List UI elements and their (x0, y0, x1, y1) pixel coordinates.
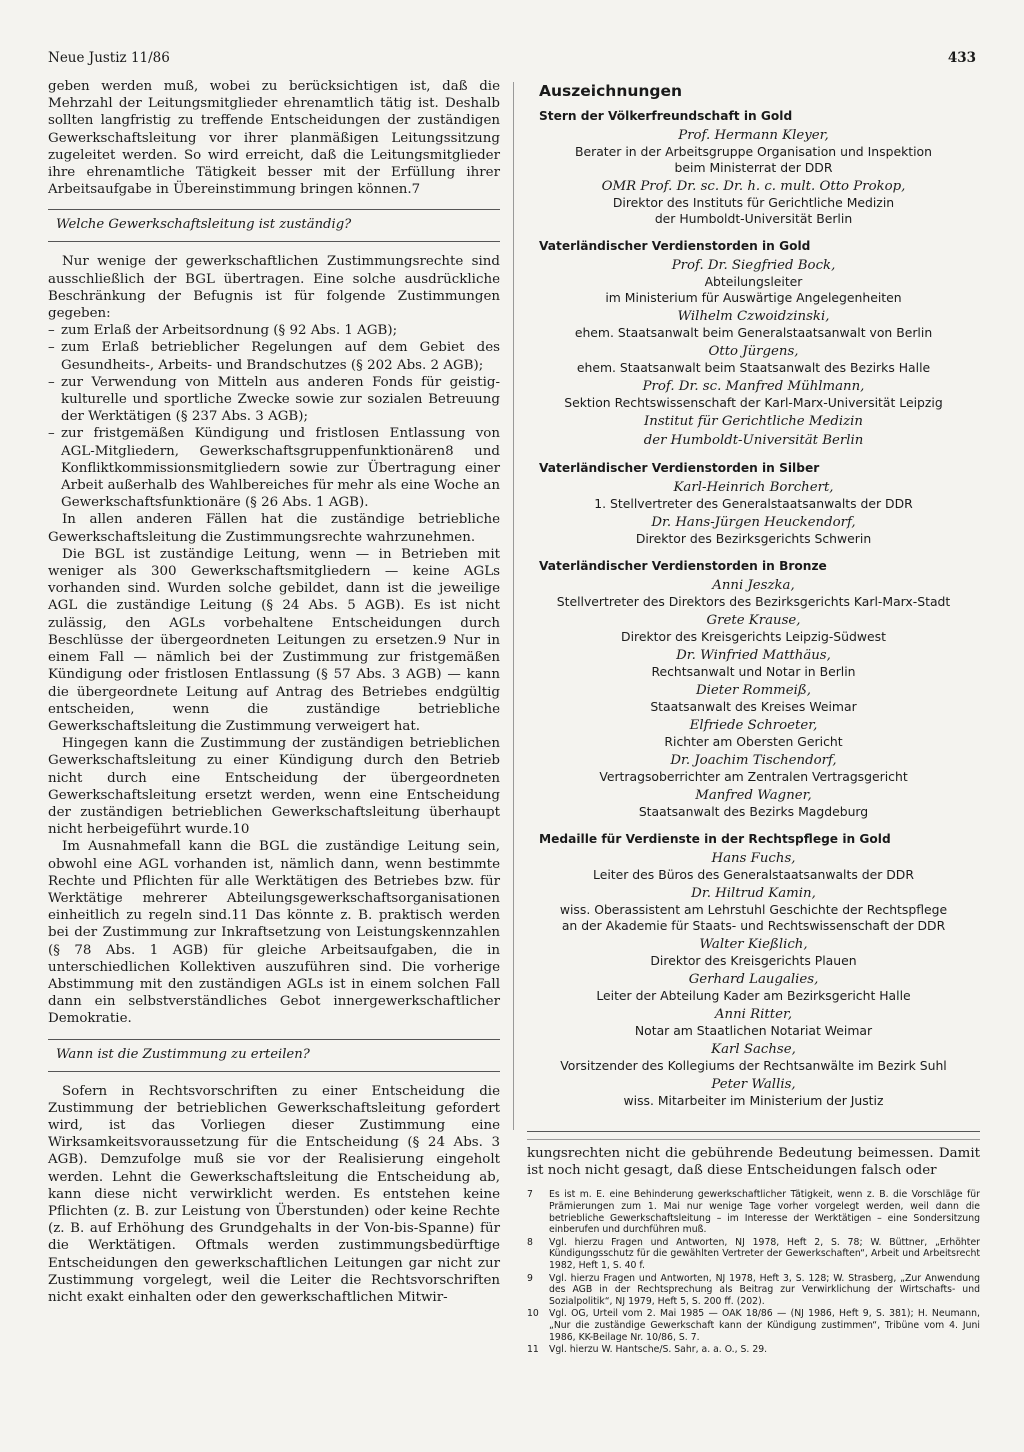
recipient-name: Dr. Hiltrud Kamin, (691, 886, 816, 901)
recipient-position: 1. Stellvertreter des Generalstaatsanwalts der DDR (594, 496, 913, 511)
award-recipient (527, 1041, 980, 1074)
recipient-position: Staatsanwalt des Kreises Weimar (650, 699, 857, 714)
award-recipient (527, 432, 980, 449)
recipient-position: Stellvertreter des Direktors des Bezirksgerichts Karl-Marx-Stadt (556, 594, 951, 609)
footnote-text: Vgl. hierzu Fragen und Antworten, NJ 1978, Heft 2, S. 78; W. Büttner, „Erhöhter Kündigungsschutz für die gewählten Vertreter der Gewerkschaften“, Arbeit und Arbeitsrecht 1982, Heft 1, S. 40 f. (549, 1236, 980, 1271)
recipient-position: Vertragsoberrichter am Zentralen Vertragsgericht (599, 769, 908, 784)
consent-list (48, 322, 500, 511)
left-column (48, 78, 500, 1306)
footnote-text: Vgl. hierzu Fragen und Antworten, NJ 1978, Heft 3, S. 128; W. Strasberg, „Zur Anwendung des AGB in der Rechtsprechung als Beitrag zur Verwirklichung der Wirtschafts- und Sozialpolitik“, NJ 1979, Heft 5, S. 200 ff. (202). (549, 1272, 980, 1307)
award-recipient (527, 936, 980, 969)
right-column (527, 78, 980, 1357)
award-recipient (527, 178, 980, 227)
recipient-name: OMR Prof. Dr. sc. Dr. h. c. mult. Otto Prokop, (601, 179, 906, 194)
list-item: – zum Erlaß der Arbeitsordnung (§ 92 Abs. 1 AGB); (48, 322, 500, 339)
recipient-name: Manfred Wagner, (695, 788, 812, 803)
award-recipient (527, 885, 980, 934)
award-group (527, 239, 980, 449)
footnote-text: Vgl. OG, Urteil vom 2. Mai 1985 — OAK 18/86 — (NJ 1986, Heft 9, S. 381); H. Neumann, „Nur die zuständige Gewerkschaft kann der Kündigung zustimmen“, Tribüne vom 4. Juni 1986, KK-Beilage Nr. 10/86, S. 7. (549, 1308, 980, 1343)
continued-paragraph: kungsrechten nicht die gebührende Bedeutung beimessen. Damit ist noch nicht gesagt, daß diese Entscheidungen falsch oder (527, 1139, 980, 1179)
recipient-name: Otto Jürgens, (708, 344, 799, 359)
recipient-name: Karl-Heinrich Borchert, (673, 480, 834, 495)
recipient-name: Grete Krause, (706, 613, 801, 628)
recipient-name: Anni Ritter, (714, 1007, 793, 1022)
list-item: – zur fristgemäßen Kündigung und fristlosen Entlassung von AGL-Mitgliedern, Gewerkschaftsgruppenfunktionären8 und Konfliktkommissionsmitgliedern sowie zur Übertragung einer Arbeit außerhalb des Wahlbereiches für mehr als eine Woche an Gewerkschaftsfunktionäre (§ 26 Abs. 1 AGB). (48, 425, 500, 511)
journal-title: Neue Justiz 11/86 (48, 50, 170, 66)
recipient-position: Leiter der Abteilung Kader am Bezirksgericht Halle (596, 988, 911, 1003)
recipient-position: der Humboldt-Universität Berlin (654, 211, 853, 226)
award-category: Medaille für Verdienste in der Rechtspflege in Gold (539, 832, 891, 846)
section-heading: Wann ist die Zustimmung zu erteilen? (48, 1039, 500, 1072)
award-group (527, 109, 980, 227)
recipient-name: Wilhelm Czwoidzinski, (677, 309, 830, 324)
award-group (527, 461, 980, 547)
award-recipient (527, 717, 980, 750)
footnote-text: Es ist m. E. eine Behinderung gewerkschaftlicher Tätigkeit, wenn z. B. die Vorschläge für Prämierungen zum 1. Mai nur wenige Tage vorher vorgelegt werden, weil dann die betriebliche Gewerkschaftsleitung – im Interesse der Werktätigen – eine Sondersitzung einberufen und durchführen muß. (549, 1189, 980, 1236)
award-group (527, 832, 980, 1109)
recipient-position: ehem. Staatsanwalt beim Staatsanwalt des Bezirks Halle (576, 360, 931, 375)
award-recipient (527, 682, 980, 715)
recipient-position: Leiter des Büros des Generalstaatsanwalts der DDR (593, 867, 914, 882)
recipient-name: Peter Wallis, (711, 1077, 796, 1092)
recipient-position: Direktor des Kreisgerichts Plauen (650, 953, 857, 968)
paragraph: In allen anderen Fällen hat die zuständige betriebliche Gewerkschaftsleitung die Zustimmungsrechte wahrzunehmen. (48, 512, 500, 545)
list-item: – zum Erlaß betrieblicher Regelungen auf dem Gebiet des Gesundheits-, Arbeits- und Brandschutzes (§ 202 Abs. 2 AGB); (48, 339, 500, 373)
award-recipient (527, 612, 980, 645)
recipient-name: Anni Jeszka, (712, 578, 795, 593)
paragraph: Sofern in Rechtsvorschriften zu einer Entscheidung die Zustimmung der betrieblichen Gewerkschaftsleitung gefordert wird, ist das Vorliegen dieser Zustimmung eine Wirksamkeitsvoraussetzung für die Entscheidung (§ 24 Abs. 3 AGB). Demzufolge muß sie vor der Realisierung eingeholt werden. Lehnt die Gewerkschaftsleitung die Entscheidung ab, kann diese nicht verwirklicht werden. Es entstehen keine Pflichten (z. B. zur Leistung von Überstunden) oder keine Rechte (z. B. auf Erhöhung des Grundgehalts in der Von-bis-Spanne) für die Werktätigen. Oftmals werden zustimmungsbedürftige Entscheidungen den gewerkschaftlichen Leitungen gar nicht zur Zustimmung vorgelegt, weil die Leiter die Rechtsvorschriften nicht exakt einhalten oder den gewerkschaftlichen Mitwir- (48, 1083, 500, 1305)
awards-groups (527, 109, 980, 1109)
recipient-position: wiss. Mitarbeiter im Ministerium der Justiz (623, 1093, 884, 1108)
recipient-name: Institut für Gerichtliche Medizin (644, 414, 863, 429)
award-recipient (527, 752, 980, 785)
award-recipient (527, 413, 980, 430)
recipient-position: im Ministerium für Auswärtige Angelegenheiten (605, 290, 902, 305)
footnote (527, 1189, 980, 1235)
paragraph: Im Ausnahmefall kann die BGL die zuständige Leitung sein, obwohl eine AGL vorhanden ist, nämlich dann, wenn bestimmte Rechte und Pflichten für alle Werktätigen des Betriebes bzw. für Werktätige mehrerer Abteilungsgewerkschaftsorganisationen einheitlich zu regeln sind.11 Das könnte z. B. praktisch werden bei der Zustimmung zur Inkraftsetzung von Leistungskennzahlen (§ 78 Abs. 1 AGB) für gleiche Arbeitsaufgaben, die in unterschiedlichen Kollektiven auszuführen sind. Die vorherige Abstimmung mit den zuständigen AGLs ist in einem solchen Fall dann ein selbstverständliches Gebot innergewerkschaftlicher Demokratie. (48, 839, 500, 1027)
recipient-name: Walter Kießlich, (699, 937, 808, 952)
award-recipient (527, 343, 980, 376)
award-recipient (527, 577, 980, 610)
recipient-name: Gerhard Laugalies, (688, 972, 819, 987)
award-recipient (527, 257, 980, 306)
award-recipient (527, 479, 980, 512)
recipient-name: der Humboldt-Universität Berlin (643, 433, 864, 448)
running-header (48, 50, 976, 72)
award-recipient (527, 1006, 980, 1039)
footnote (527, 1308, 980, 1343)
award-recipient (527, 127, 980, 176)
recipient-name: Dr. Winfried Matthäus, (676, 648, 831, 663)
footnote-number: 7 (527, 1189, 533, 1201)
recipient-position: Staatsanwalt des Bezirks Magdeburg (638, 804, 869, 819)
award-recipient (527, 378, 980, 411)
section-heading: Welche Gewerkschaftsleitung ist zuständig? (48, 209, 500, 242)
footnote-number: 10 (527, 1308, 539, 1320)
award-category: Vaterländischer Verdienstorden in Gold (539, 239, 811, 253)
award-recipient (527, 850, 980, 883)
recipient-position: Notar am Staatlichen Notariat Weimar (634, 1023, 873, 1038)
award-group (527, 559, 980, 820)
award-recipient (527, 971, 980, 1004)
recipient-position: ehem. Staatsanwalt beim Generalstaatsanwalt von Berlin (574, 325, 933, 340)
award-recipient (527, 1076, 980, 1109)
recipient-position: Abteilungsleiter (704, 274, 803, 289)
awards-title: Auszeichnungen (539, 82, 683, 100)
awards-box (527, 82, 980, 1132)
recipient-name: Dieter Rommeiß, (695, 683, 812, 698)
recipient-position: wiss. Oberassistent am Lehrstuhl Geschichte der Rechtspflege (559, 902, 948, 917)
footnote-number: 9 (527, 1272, 533, 1284)
footnote (527, 1344, 980, 1356)
footnotes (527, 1189, 980, 1355)
recipient-position: an der Akademie für Staats- und Rechtswissenschaft der DDR (561, 918, 946, 933)
recipient-name: Dr. Joachim Tischendorf, (670, 753, 837, 768)
recipient-position: Rechtsanwalt und Notar in Berlin (651, 664, 856, 679)
recipient-name: Prof. Hermann Kleyer, (678, 128, 829, 143)
award-recipient (527, 647, 980, 680)
award-recipient (527, 514, 980, 547)
award-category: Stern der Völkerfreundschaft in Gold (539, 109, 793, 123)
recipient-name: Dr. Hans-Jürgen Heuckendorf, (651, 515, 856, 530)
recipient-name: Hans Fuchs, (711, 851, 796, 866)
paragraph: Die BGL ist zuständige Leitung, wenn — in Betrieben mit weniger als 300 Gewerkschaftsmitgliedern — keine AGLs vorhanden sind. Wurden solche gebildet, dann ist die jeweilige AGL die zuständige Leitung (§ 24 Abs. 5 AGB). Es ist nicht zulässig, den AGLs vorbehaltene Entscheidungen durch Beschlüsse der übergeordneten Leitungen zu ersetzen.9 Nur in einem Fall — nämlich bei der Zustimmung zur fristgemäßen Kündigung oder fristlosen Entlassung (§ 57 Abs. 3 AGB) — kann die übergeordnete Leitung auf Antrag des Betriebes endgültig entscheiden, wenn die zuständige betriebliche Gewerkschaftsleitung die Zustimmung verweigert hat. (48, 546, 500, 734)
recipient-position: Richter am Obersten Gericht (664, 734, 843, 749)
award-category: Vaterländischer Verdienstorden in Bronze (539, 559, 827, 573)
list-item: – zur Verwendung von Mitteln aus anderen Fonds für geistig-kulturelle und sportliche Zwecke sowie zur sozialen Betreuung der Werktätigen (§ 237 Abs. 3 AGB); (48, 374, 500, 426)
footnote-number: 11 (527, 1344, 539, 1356)
recipient-name: Karl Sachse, (711, 1042, 796, 1057)
recipient-position: beim Ministerrat der DDR (674, 160, 833, 175)
paragraph: geben werden muß, wobei zu berücksichtigen ist, daß die Mehrzahl der Leitungsmitglieder ehrenamtlich tätig ist. Deshalb sollten langfristig zu treffende Entscheidungen der zuständigen Gewerkschaftsleitung vor ihrer planmäßigen Leitungssitzung zugeleitet werden. So wird erreicht, daß die Leitungsmitglieder ihre ehrenamtliche Tätigkeit besser mit der Erfüllung ihrer Arbeitsaufgabe in Übereinstimmung bringen können.7 (48, 79, 500, 198)
recipient-name: Elfriede Schroeter, (689, 718, 818, 733)
recipient-position: Direktor des Instituts für Gerichtliche Medizin (612, 195, 895, 210)
recipient-position: Direktor des Kreisgerichts Leipzig-Südwest (621, 629, 886, 644)
recipient-position: Sektion Rechtswissenschaft der Karl-Marx-Universität Leipzig (564, 395, 943, 410)
footnote-text: Vgl. hierzu W. Hantsche/S. Sahr, a. a. O., S. 29. (549, 1344, 768, 1356)
paragraph: Nur wenige der gewerkschaftlichen Zustimmungsrechte sind ausschließlich der BGL übertragen. Eine solche ausdrückliche Beschränkung der Befugnis ist für folgende Zustimmungen gegeben: (48, 254, 500, 322)
page-number: 433 (947, 50, 976, 66)
footnote (527, 1273, 980, 1308)
recipient-position: Vorsitzender des Kollegiums der Rechtsanwälte im Bezirk Suhl (560, 1058, 947, 1073)
recipient-name: Prof. Dr. Siegfried Bock, (671, 258, 836, 273)
recipient-position: Berater in der Arbeitsgruppe Organisation und Inspektion (575, 144, 932, 159)
award-recipient (527, 787, 980, 820)
award-category: Vaterländischer Verdienstorden in Silber (539, 461, 820, 475)
paragraph: Hingegen kann die Zustimmung der zuständigen betrieblichen Gewerkschaftsleitung zu einer Kündigung durch den Betrieb nicht durch eine Entscheidung der übergeordneten Gewerkschaftsleitung ersetzt werden, wenn eine Entscheidung der zuständigen betrieblichen Gewerkschaftsleitung überhaupt nicht herbeigeführt wurde.10 (48, 736, 500, 838)
column-divider (513, 82, 514, 1130)
recipient-name: Prof. Dr. sc. Manfred Mühlmann, (642, 379, 865, 394)
recipient-position: Direktor des Bezirksgerichts Schwerin (635, 531, 872, 546)
award-recipient (527, 308, 980, 341)
footnote (527, 1237, 980, 1272)
footnote-number: 8 (527, 1236, 533, 1248)
